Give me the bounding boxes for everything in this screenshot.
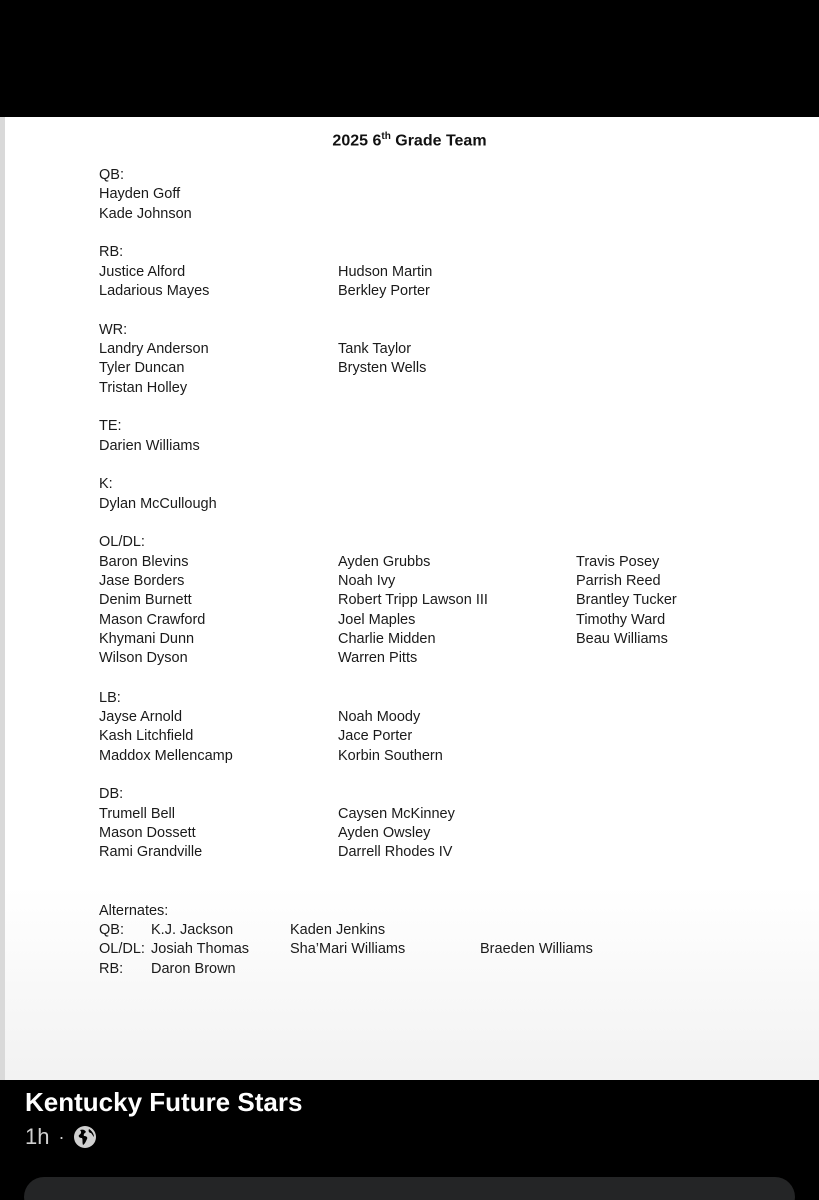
player-name: Kade Johnson xyxy=(99,206,192,222)
player-name: Landry Anderson xyxy=(99,341,209,357)
player-name: Timothy Ward xyxy=(576,612,666,628)
player-name: Mason Dossett xyxy=(99,825,196,841)
section-label-oldl: OL/DL: xyxy=(99,534,145,550)
player-name: Berkley Porter xyxy=(338,283,430,299)
player-name: Travis Posey xyxy=(576,554,660,570)
alternate-player: Josiah Thomas xyxy=(151,941,250,957)
player-name: Darien Williams xyxy=(99,438,200,454)
player-name: Jace Porter xyxy=(338,728,413,744)
player-name: Trumell Bell xyxy=(99,806,176,822)
player-name: Justice Alford xyxy=(99,264,186,280)
player-name: Charlie Midden xyxy=(338,631,436,647)
section-label-te: TE: xyxy=(99,418,122,434)
alternate-position: QB: xyxy=(99,922,124,938)
player-name: Tank Taylor xyxy=(338,341,412,357)
globe-icon[interactable] xyxy=(73,1125,97,1149)
player-name: Warren Pitts xyxy=(338,650,418,666)
player-name: Wilson Dyson xyxy=(99,650,188,666)
player-name: Maddox Mellencamp xyxy=(99,748,233,764)
section-label-wr: WR: xyxy=(99,322,128,338)
player-name: Rami Grandville xyxy=(99,844,203,860)
alternate-position: OL/DL: xyxy=(99,941,145,957)
player-name: Noah Moody xyxy=(338,709,421,725)
section-label-lb: LB: xyxy=(99,690,121,706)
post-timestamp[interactable]: 1h xyxy=(25,1124,50,1149)
alternate-player: Daron Brown xyxy=(151,961,236,977)
post-footer xyxy=(0,1080,819,1200)
alternate-player: Sha’Mari Williams xyxy=(290,941,406,957)
alternate-player: K.J. Jackson xyxy=(151,922,234,938)
player-name: Hayden Goff xyxy=(99,186,181,202)
player-name: Tyler Duncan xyxy=(99,360,185,376)
comment-box[interactable] xyxy=(24,1177,795,1200)
page-name-link[interactable]: Kentucky Future Stars xyxy=(25,1087,303,1117)
document-title: 2025 6th Grade Team xyxy=(332,131,487,150)
player-name: Beau Williams xyxy=(576,631,668,647)
player-name: Ayden Grubbs xyxy=(338,554,431,570)
post-meta xyxy=(25,1124,97,1150)
alternate-player: Kaden Jenkins xyxy=(290,922,386,938)
player-name: Ladarious Mayes xyxy=(99,283,210,299)
section-label-qb: QB: xyxy=(99,167,124,183)
player-name: Robert Tripp Lawson III xyxy=(338,592,488,608)
player-name: Darrell Rhodes IV xyxy=(338,844,453,860)
player-name: Caysen McKinney xyxy=(338,806,455,822)
meta-separator: · xyxy=(58,1126,65,1147)
player-name: Jase Borders xyxy=(99,573,185,589)
player-name: Brantley Tucker xyxy=(576,592,677,608)
player-name: Tristan Holley xyxy=(99,380,188,396)
section-label-rb: RB: xyxy=(99,244,124,260)
alternate-position: RB: xyxy=(99,961,124,977)
player-name: Parrish Reed xyxy=(576,573,661,589)
player-name: Noah Ivy xyxy=(338,573,396,589)
section-label-k: K: xyxy=(99,476,113,492)
player-name: Khymani Dunn xyxy=(99,631,195,647)
alternates-label: Alternates: xyxy=(99,903,169,919)
player-name: Hudson Martin xyxy=(338,264,433,280)
top-bar xyxy=(0,0,819,117)
document-edge xyxy=(0,117,5,1080)
player-name: Brysten Wells xyxy=(338,360,427,376)
player-name: Kash Litchfield xyxy=(99,728,194,744)
player-name: Ayden Owsley xyxy=(338,825,431,841)
player-name: Dylan McCullough xyxy=(99,496,217,512)
player-name: Baron Blevins xyxy=(99,554,189,570)
alternate-player: Braeden Williams xyxy=(480,941,593,957)
player-name: Denim Burnett xyxy=(99,592,192,608)
player-name: Korbin Southern xyxy=(338,748,443,764)
player-name: Mason Crawford xyxy=(99,612,206,628)
player-name: Joel Maples xyxy=(338,612,416,628)
player-name: Jayse Arnold xyxy=(99,709,183,725)
roster-document-image[interactable] xyxy=(0,117,819,1080)
section-label-db: DB: xyxy=(99,786,124,802)
